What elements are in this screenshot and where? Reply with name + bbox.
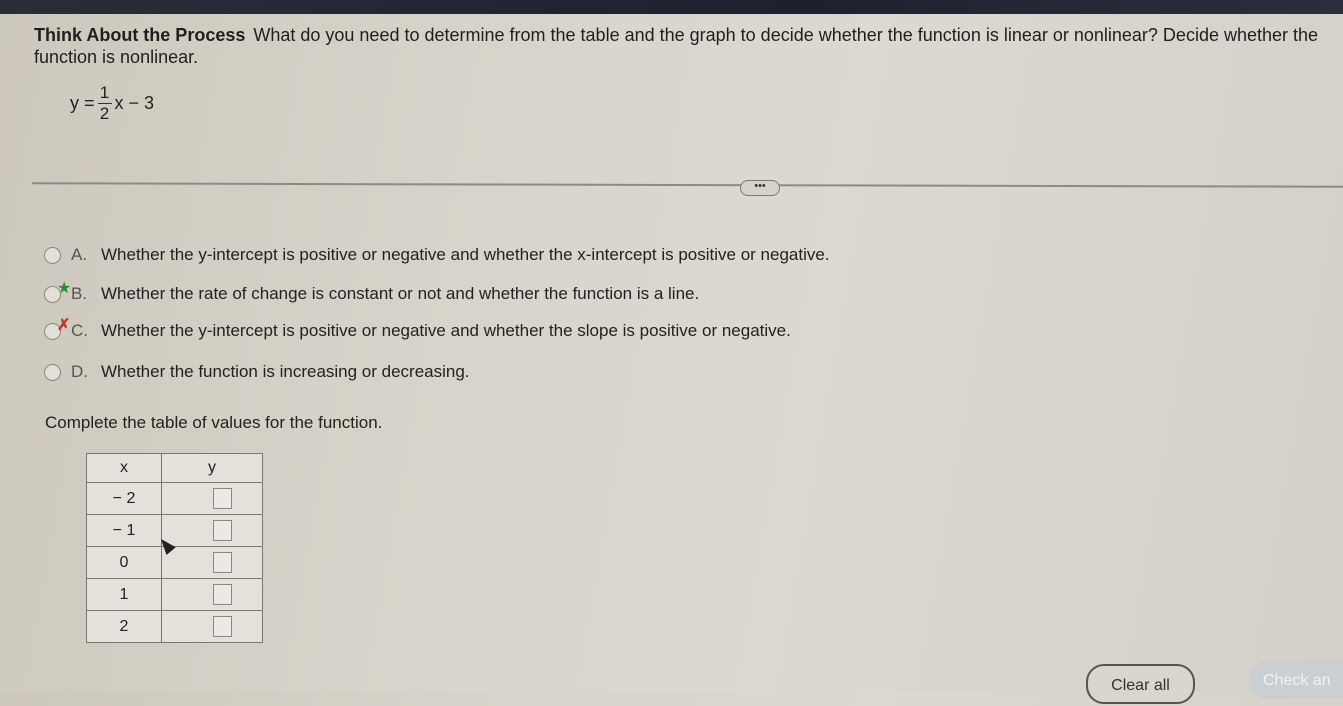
- y-answer-input[interactable]: [213, 552, 232, 573]
- table-row: [87, 547, 263, 579]
- y-cell: [162, 579, 263, 611]
- option-b[interactable]: [44, 281, 699, 307]
- radio-option-a[interactable]: [44, 247, 61, 264]
- y-cell: [162, 547, 263, 579]
- question-heading: Think About the Process: [34, 25, 246, 45]
- option-b-text: Whether the rate of change is constant or not and whether the function is a line.: [101, 284, 700, 303]
- header-x: x: [87, 454, 162, 483]
- option-d-letter: D.: [71, 362, 88, 381]
- x-value: 2: [87, 611, 162, 643]
- option-a[interactable]: [44, 242, 830, 268]
- y-cell: [162, 515, 263, 547]
- y-answer-input[interactable]: [213, 584, 232, 605]
- option-d[interactable]: [44, 359, 470, 385]
- table-row: [87, 579, 263, 611]
- option-d-text: Whether the function is increasing or decreasing.: [101, 362, 470, 381]
- fraction-numerator: 1: [99, 83, 110, 102]
- option-a-letter: A.: [71, 245, 88, 264]
- table-instruction: Complete the table of values for the function.: [45, 413, 383, 432]
- section-divider: [32, 182, 1343, 187]
- y-answer-input[interactable]: [213, 488, 232, 509]
- expand-more-button[interactable]: •••: [740, 180, 780, 196]
- y-cell: [162, 483, 263, 515]
- table-row: [87, 611, 263, 643]
- header-y: y: [162, 454, 263, 483]
- check-answer-button[interactable]: Check an: [1249, 662, 1343, 698]
- x-value: 0: [87, 547, 162, 579]
- fraction-denominator: 2: [99, 104, 110, 123]
- option-c-letter: C.: [71, 321, 88, 340]
- x-value: − 1: [87, 515, 162, 547]
- y-answer-input[interactable]: [213, 520, 232, 541]
- table-header-row: [87, 454, 263, 483]
- equation-lhs: y =: [70, 93, 95, 113]
- radio-option-b[interactable]: [44, 279, 72, 303]
- table-row: [87, 515, 263, 547]
- y-answer-input[interactable]: [213, 616, 232, 637]
- option-c[interactable]: [44, 318, 791, 344]
- equation-rhs: x − 3: [114, 93, 155, 113]
- x-value: − 2: [87, 483, 162, 515]
- equation-fraction: [98, 84, 112, 123]
- correct-star-icon: ★: [57, 279, 72, 297]
- option-c-text: Whether the y-intercept is positive or negative and whether the slope is positive or negative.: [101, 321, 791, 340]
- top-bar: [0, 0, 1343, 14]
- option-b-letter: B.: [71, 284, 88, 303]
- radio-option-c[interactable]: [44, 316, 71, 340]
- x-value: 1: [87, 579, 162, 611]
- radio-option-d[interactable]: [44, 364, 61, 381]
- question-text: [34, 24, 1334, 68]
- table-row: [87, 483, 263, 515]
- function-equation: [70, 84, 154, 123]
- incorrect-x-icon: ✗: [57, 316, 71, 334]
- y-cell: [162, 611, 263, 643]
- question-body: What do you need to determine from the table and the graph to decide whether the function is linear or nonlinear? Decide whether the function is nonlinear.: [34, 25, 1319, 67]
- option-a-text: Whether the y-intercept is positive or negative and whether the x-intercept is positive or negative.: [101, 245, 830, 264]
- clear-all-button[interactable]: Clear all: [1086, 664, 1195, 704]
